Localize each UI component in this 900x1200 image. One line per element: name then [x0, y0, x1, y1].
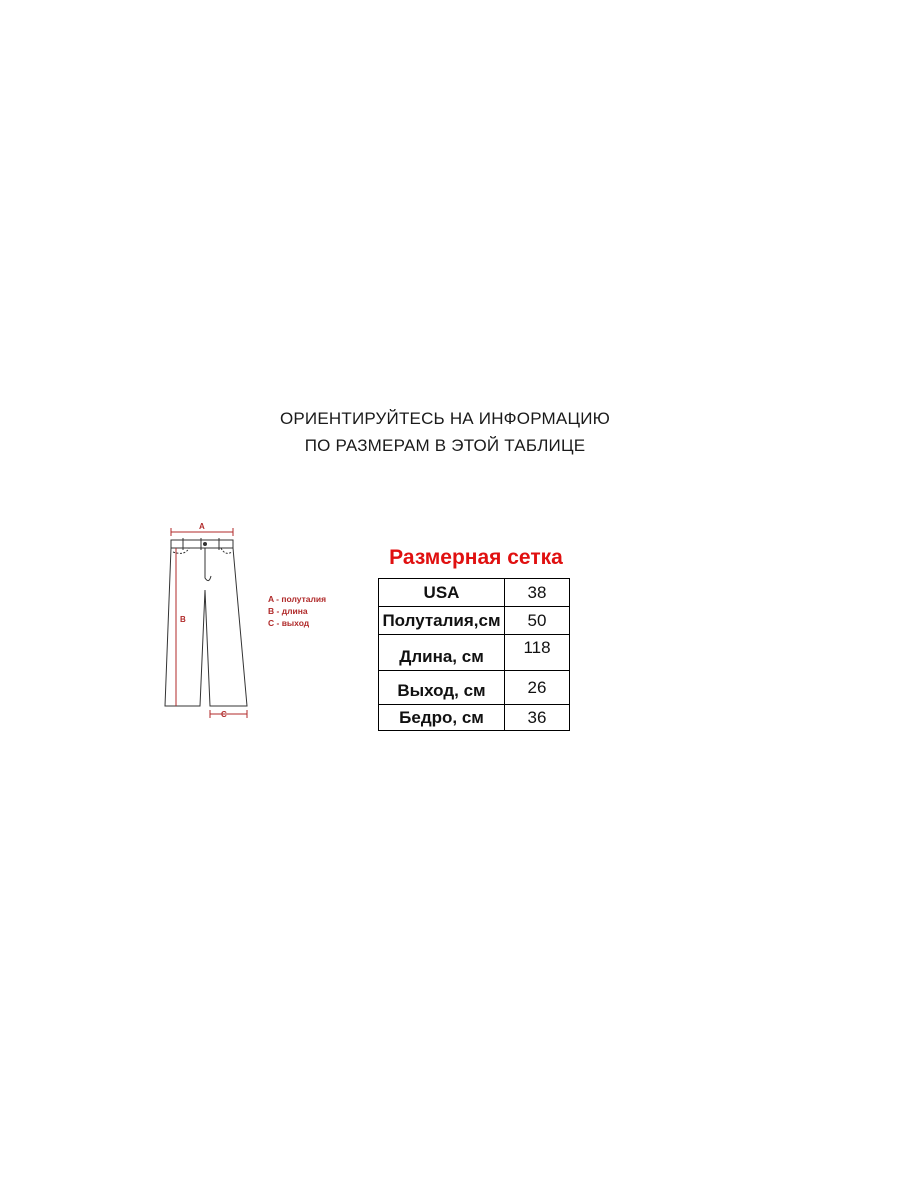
row-label-half-waist: Полуталия,см: [379, 607, 505, 635]
measure-line-c: [210, 710, 247, 718]
row-value-hip: 36: [505, 705, 570, 731]
instruction-line-2: ПО РАЗМЕРАМ В ЭТОЙ ТАБЛИЦЕ: [304, 436, 586, 455]
row-value-length: 118: [505, 635, 570, 671]
instruction-heading: [0, 405, 890, 459]
row-label-hip: Бедро, см: [379, 705, 505, 731]
table-row: [379, 607, 570, 635]
mark-a: A: [199, 522, 205, 531]
pants-waistband: [171, 540, 233, 548]
row-label-length: Длина, см: [379, 635, 505, 671]
mark-c: C: [221, 710, 227, 719]
pants-fly: [205, 548, 211, 581]
legend-c: C - выход: [268, 618, 310, 628]
table-row: [379, 579, 570, 607]
pants-outline: [165, 548, 247, 706]
pants-pocket-right: [221, 548, 232, 553]
size-chart-title: Размерная сетка: [389, 546, 563, 569]
legend-a: A - полуталия: [268, 594, 327, 604]
row-label-rise: Выход, см: [379, 671, 505, 705]
table-row: [379, 705, 570, 731]
instruction-line-1: ОРИЕНТИРУЙТЕСЬ НА ИНФОРМАЦИЮ: [279, 409, 611, 428]
row-value-usa: 38: [505, 579, 570, 607]
pants-pocket-left: [173, 548, 189, 553]
row-label-usa: USA: [379, 579, 505, 607]
mark-b: B: [180, 615, 186, 624]
diagram-legend: [268, 593, 326, 629]
table-row: [379, 635, 570, 671]
row-value-rise: 26: [505, 671, 570, 705]
table-row: [379, 671, 570, 705]
legend-b: B - длина: [268, 606, 308, 616]
pants-button: [203, 542, 207, 546]
row-value-half-waist: 50: [505, 607, 570, 635]
size-chart-table: [378, 578, 570, 731]
